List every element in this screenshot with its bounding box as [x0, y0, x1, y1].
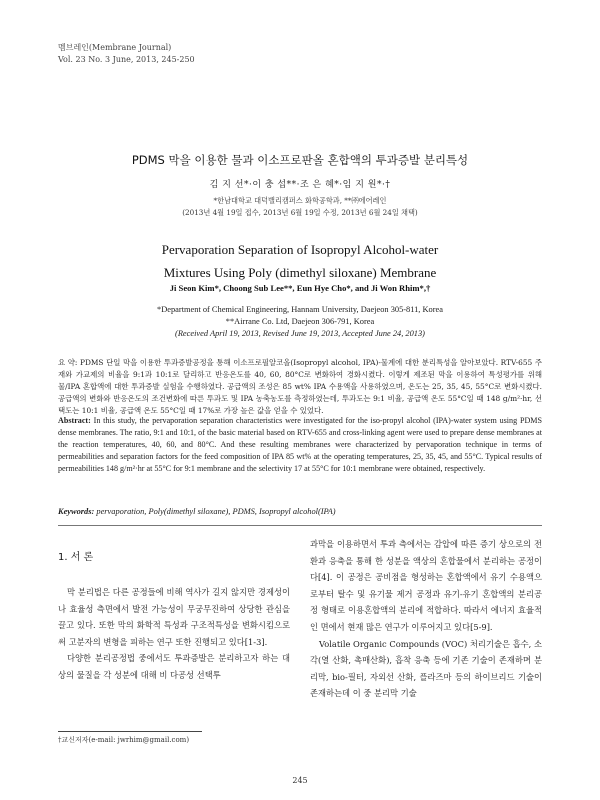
body-paragraph: 과막을 이용하면서 투과 측에서는 감압에 따른 증기 상으로의 전환과 응축을 통해 한 성분을 액상의 혼합물에서 분리하는 공정이다[4]. 이 공정은 공비점을 형성하는 혼합액에서 유기 수용액으로부터 탈수 및 유기물 제거 공정과 유기-유기 혼합액의 분리공정 형태로 이용혼합액의 분리에 적합하다. 따라서 에너지 효율적인 면에서 현재 많은 연구가 이루어지고 있다[5-9]. [310, 539, 542, 632]
abstract-english-label: Abstract: [58, 416, 91, 425]
page-number: 245 [292, 776, 308, 785]
abstract-english-text: In this study, the pervaporation separation characteristics were investigated for the iso-propyl alcohol (IPA)-water system using PDMS dense membranes. The ratio, 9:1 and 10:1, of the basic material based on RTV-655 and cross-linking agent were used to prepare dense membranes at the reaction temperatures, 40, 60, and 80°C. And these resulting membranes were characterized by pervaporation technique in terms of permeabilities and separation factors for the feed composition of IPA 85 wt% at the operating temperatures, 25, 35, 45, and 55°C. Typical results of permeabilities 148 g/m²·hr at 55°C for 9:1 membrane and the selectivity 17 at 55°C for 10:1 membrane were obtained, respectively. [58, 416, 542, 473]
keywords [58, 507, 542, 516]
paper-title-korean: PDMS 막을 이용한 물과 이소프로판올 혼합액의 투과증발 분리특성 [131, 153, 469, 167]
affiliation-english-line1: *Department of Chemical Engineering, Hannam University, Daejeon 305-811, Korea [157, 305, 443, 314]
title-english-line2: Mixtures Using Poly (dimethyl siloxane) Membrane [163, 265, 437, 280]
affiliation-korean [0, 195, 600, 219]
section-heading-introduction: 1. 서 론 [58, 552, 94, 563]
footnote-corresponding-author: †교신저자(e-mail: jwrhim@gmail.com) [58, 736, 190, 744]
journal-header [58, 42, 195, 66]
paper-title-english [0, 238, 600, 284]
abstract-korean [58, 357, 542, 417]
abstract-korean-label: 요 약: [58, 358, 78, 367]
authors-english: Ji Seon Kim*, Choong Sub Lee**, Eun Hye Cho*, and Ji Won Rhim*,† [169, 283, 431, 293]
body-paragraph: 다양한 분리공정법 중에서도 투과증발은 분리하고자 하는 대상의 물질을 각 성분에 대해 비 다공성 선택투 [58, 653, 290, 680]
footnote-divider [58, 731, 202, 732]
body-paragraph: Volatile Organic Compounds (VOC) 처리기술은 흡수, 소각(열 산화, 촉매산화), 흡착 응축 등에 기존 기술이 존재하며 분리막, bio-필터, 자외선 산화, 플라즈마 등의 하이브리드 기술이 존재하는데 이 중 분리막 기술 [310, 638, 542, 699]
affiliation-english [0, 304, 600, 340]
body-column-left [58, 584, 290, 684]
abstract-korean-text: PDMS 단일 막을 이용한 투과증발공정을 통해 이소프로필알코올(Isopropyl alcohol, IPA)-물계에 대한 분리특성을 알아보았다. RTV-655 주재와 가교제의 비율을 9:1과 10:1로 달리하고 반응온도를 40, 60, 80°C로 변화하여 경화시켰다. 이렇게 제조된 막을 이용하여 특성평가를 위해 물/IPA 혼합액에 대한 투과증발 실험을 수행하였다. 공급액의 조성은 85 wt% IPA 수용액을 사용하였으며, 온도는 25, 35, 45, 55°C로 변화시켰다. 공급액의 변화와 반응온도의 조건변화에 따른 투과도 및 IPA 농축농도를 측정하였는데, 투과도는 9:1 비율, 공급액 온도 55°C일 때 148 g/m²·hr, 선택도는 10:1 비율, 공급액 온도 55°C일 때 17%로 가장 높은 값을 얻을 수 있었다. [58, 358, 542, 415]
keywords-text: pervaporation, Poly(dimethyl siloxane), PDMS, Isopropyl alcohol(IPA) [96, 507, 336, 516]
journal-volume: Vol. 23 No. 3 June, 2013, 245-250 [58, 55, 195, 64]
title-english-line1: Pervaporation Separation of Isopropyl Alcohol-water [161, 242, 439, 257]
keywords-label: Keywords: [58, 507, 95, 516]
authors-korean: 김 지 선*·이 충 섭**·조 은 혜*·임 지 원*·† [209, 180, 391, 190]
section-divider [58, 525, 542, 526]
body-paragraph: 막 분리법은 다른 공정들에 비해 역사가 길지 않지만 경제성이나 효율성 측면에서 발전 가능성이 무궁무진하여 상당한 관심을 끌고 있다. 또한 막의 화학적 특성과 구조적특성을 변화시킴으로써 고분자의 변형을 피하는 연구 또한 진행되고 있다[1-3]. [58, 587, 290, 647]
abstract-english [58, 415, 542, 475]
journal-name: 멤브레인(Membrane Journal) [58, 43, 172, 52]
body-column-right [310, 536, 542, 702]
affiliation-korean-line: *한남대학교 대덕밸리캠퍼스 화학공학과, **㈜에어레인 [213, 196, 387, 205]
dates-english: (Received April 19, 2013, Revised June 19, 2013, Accepted June 24, 2013) [175, 329, 425, 338]
affiliation-english-line2: **Airrane Co. Ltd, Daejeon 306-791, Korea [225, 317, 375, 326]
dates-korean: (2013년 4월 19일 접수, 2013년 6월 19일 수정, 2013년 6월 24일 채택) [182, 208, 418, 217]
